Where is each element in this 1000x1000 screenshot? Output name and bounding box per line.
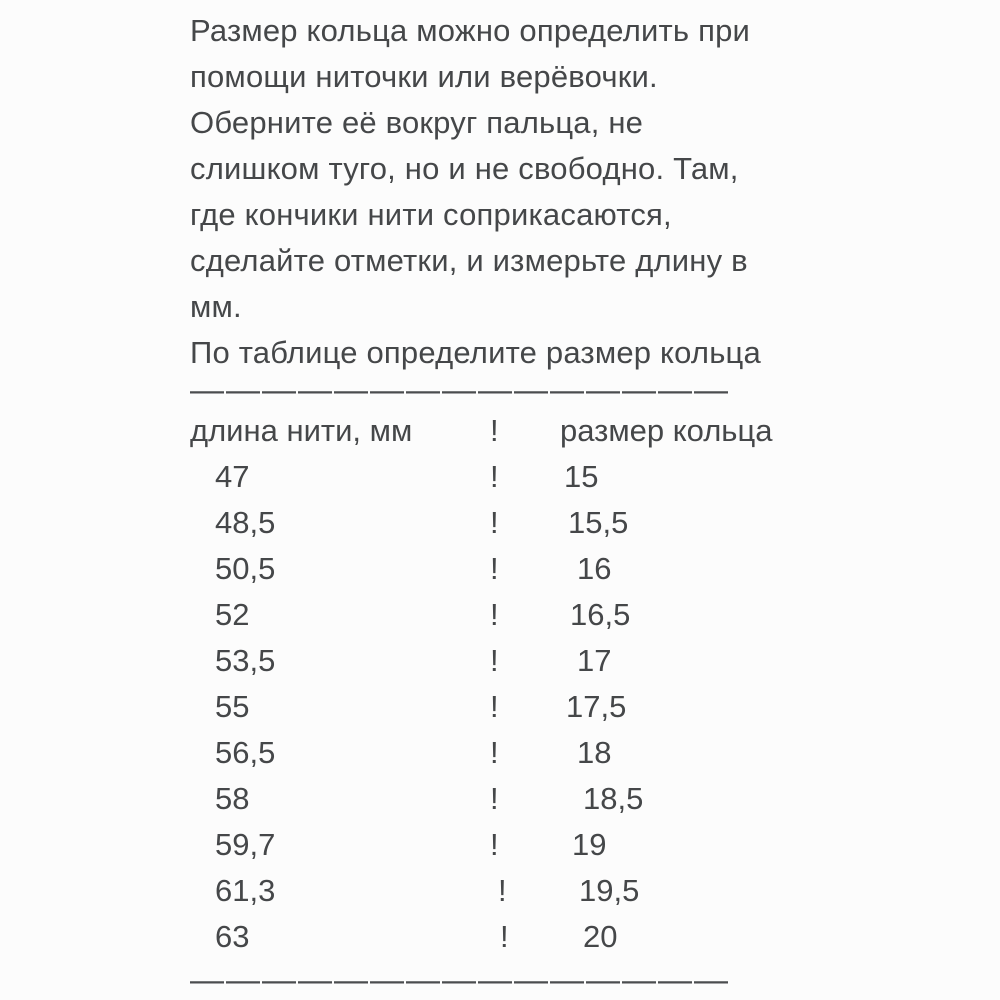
instructions-line: где кончики нити соприкасаются, (190, 197, 672, 232)
ring-size-value: 19 (572, 827, 607, 862)
instructions-line: сделайте отметки, и измерьте длину в (190, 243, 748, 278)
row-separator: ! (490, 781, 499, 816)
thread-length-value: 56,5 (215, 735, 276, 770)
table-row (190, 776, 850, 822)
ring-size-value: 15 (564, 459, 599, 494)
ring-size-value: 18,5 (583, 781, 644, 816)
table-row (190, 500, 850, 546)
column-header-thread-length: длина нити, мм (190, 413, 413, 448)
table-row (190, 914, 850, 960)
row-separator: ! (490, 505, 499, 540)
ring-size-value: 16 (577, 551, 612, 586)
ring-size-value: 17 (577, 643, 612, 678)
row-separator: ! (490, 827, 499, 862)
table-row (190, 592, 850, 638)
ring-size-guide (190, 8, 850, 992)
table-row (190, 868, 850, 914)
thread-length-value: 59,7 (215, 827, 276, 862)
thread-length-value: 47 (215, 459, 250, 494)
row-separator: ! (500, 919, 509, 954)
table-row (190, 454, 850, 500)
ring-size-value: 18 (577, 735, 612, 770)
row-separator: ! (490, 735, 499, 770)
instructions-line: мм. (190, 289, 242, 324)
instructions-line: Размер кольца можно определить при (190, 13, 751, 48)
table-header-row (190, 408, 850, 454)
row-separator: ! (490, 551, 499, 586)
ring-size-table (190, 408, 850, 960)
thread-length-value: 50,5 (215, 551, 276, 586)
table-row (190, 546, 850, 592)
table-row (190, 684, 850, 730)
row-separator: ! (490, 689, 499, 724)
row-separator: ! (498, 873, 507, 908)
thread-length-value: 52 (215, 597, 250, 632)
thread-length-value: 58 (215, 781, 250, 816)
instructions-text (190, 8, 850, 376)
row-separator: ! (490, 643, 499, 678)
ring-size-value: 20 (583, 919, 618, 954)
thread-length-value: 53,5 (215, 643, 276, 678)
instructions-line: помощи ниточки или верёвочки. (190, 59, 658, 94)
table-row (190, 822, 850, 868)
instructions-line: Оберните её вокруг пальца, не (190, 105, 644, 140)
top-divider-line: ——————————————— (190, 380, 730, 402)
table-row (190, 638, 850, 684)
ring-size-value: 16,5 (570, 597, 631, 632)
instructions-line: По таблице определите размер кольца (190, 335, 761, 370)
row-separator: ! (490, 597, 499, 632)
ring-size-value: 15,5 (568, 505, 629, 540)
instructions-line: слишком туго, но и не свободно. Там, (190, 151, 739, 186)
column-separator: ! (490, 413, 499, 448)
column-header-ring-size: размер кольца (560, 413, 773, 448)
table-row (190, 730, 850, 776)
thread-length-value: 48,5 (215, 505, 276, 540)
bottom-divider-line: ——————————————— (190, 970, 730, 992)
ring-size-value: 19,5 (579, 873, 640, 908)
row-separator: ! (490, 459, 499, 494)
thread-length-value: 63 (215, 919, 250, 954)
ring-size-value: 17,5 (566, 689, 627, 724)
thread-length-value: 55 (215, 689, 250, 724)
thread-length-value: 61,3 (215, 873, 276, 908)
